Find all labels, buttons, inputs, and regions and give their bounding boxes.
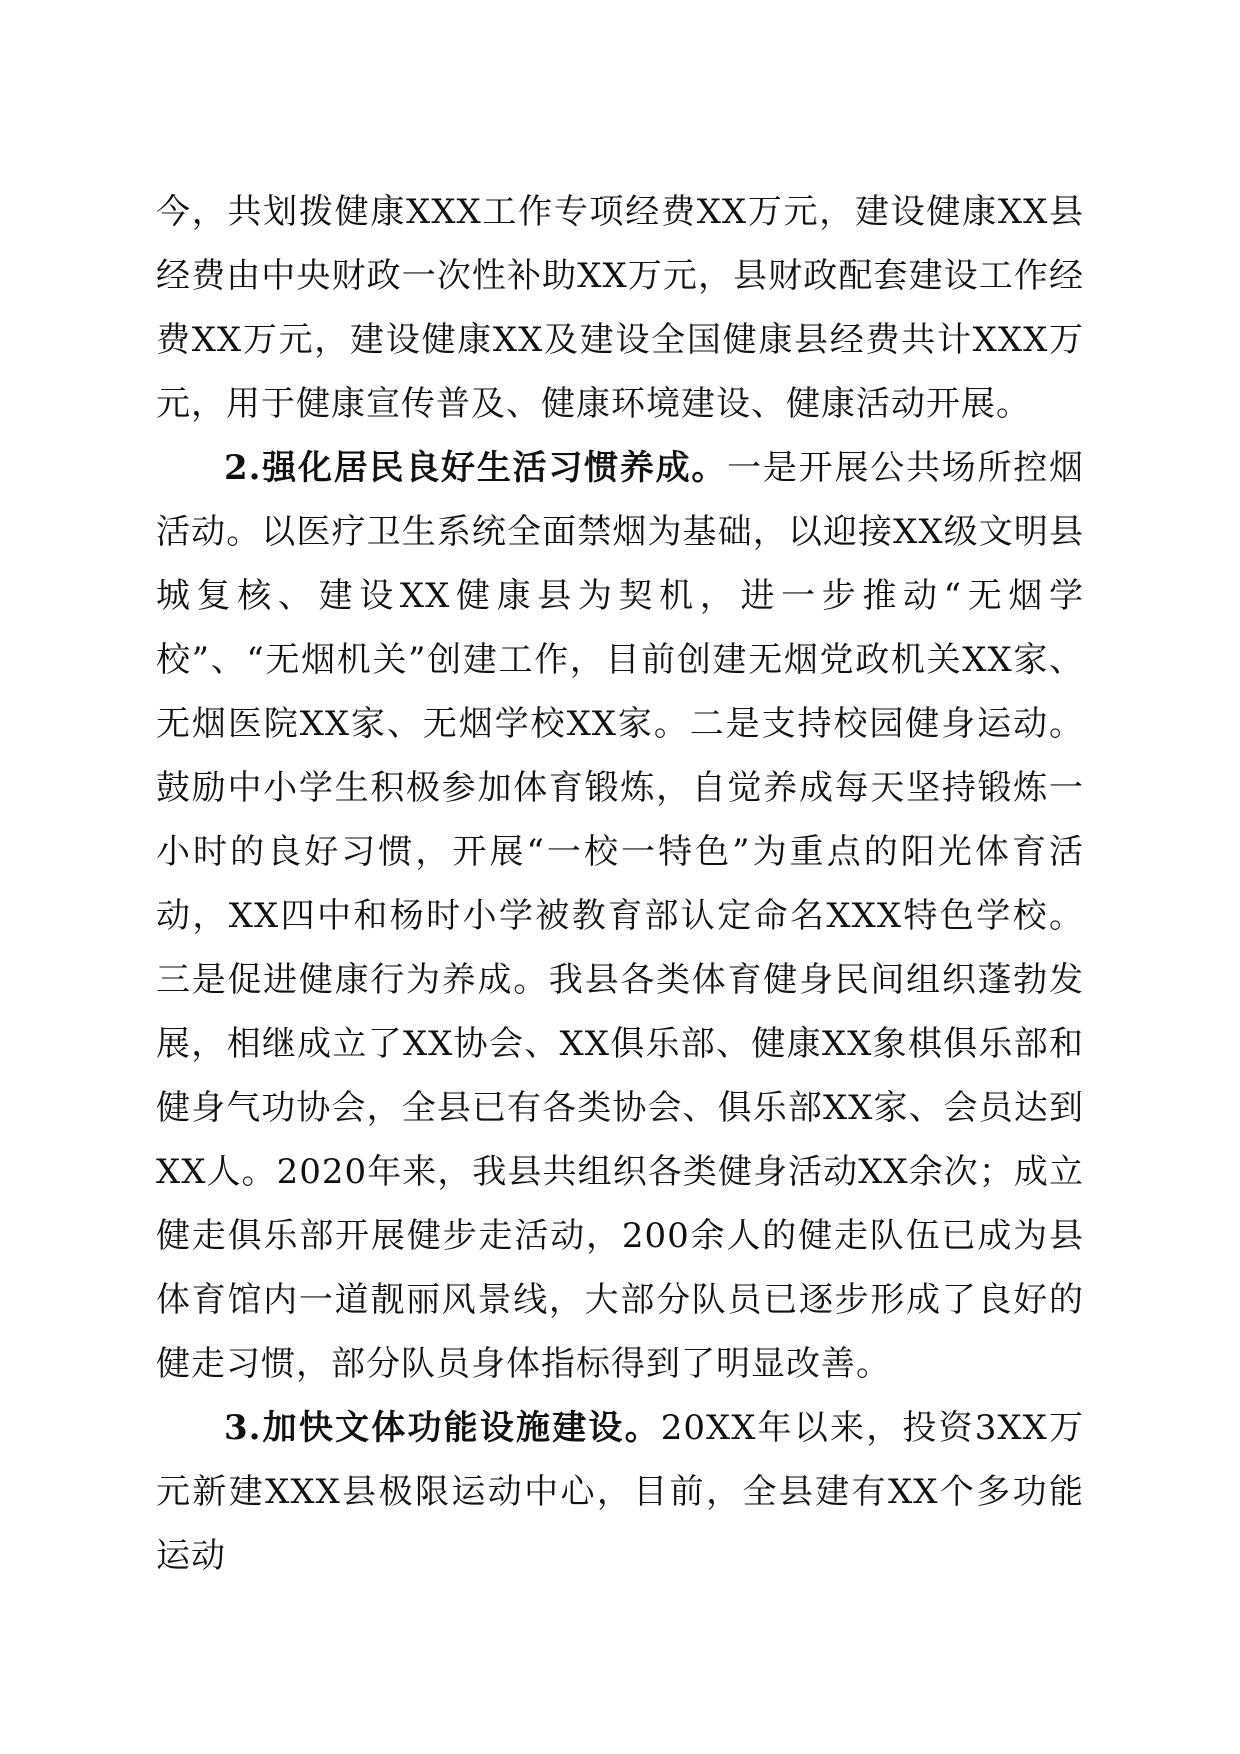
paragraph-text: 今，共划拨健康XXX工作专项经费XX万元，建设健康XX县经费由中央财政一次性补助XX万元，县财政配套建设工作经费XX万元，建设健康XX及建设全国健康县经费共计XXX万元，用于健康宣传普及、健康环境建设、健康活动开展。 [156,192,1084,424]
paragraph-text: 20XX年以来，投资3XX万元新建XXX县极限运动中心，目前，全县建有XX个多功能运动 [156,1408,1084,1576]
document-page [156,180,1084,1588]
paragraph-habits [156,436,1084,1396]
paragraph-facilities [156,1396,1084,1588]
paragraph-continued [156,180,1084,436]
paragraph-text: 一是开展公共场所控烟活动。以医疗卫生系统全面禁烟为基础，以迎接XX级文明县城复核、建设XX健康县为契机，进一步推动“无烟学校”、“无烟机关”创建工作，目前创建无烟党政机关XX家、无烟医院XX家、无烟学校XX家。二是支持校园健身运动。鼓励中小学生积极参加体育锻炼，自觉养成每天坚持锻炼一小时的良好习惯，开展“一校一特色”为重点的阳光体育活动，XX四中和杨时小学被教育部认定命名XXX特色学校。三是促进健康行为养成。我县各类体育健身民间组织蓬勃发展，相继成立了XX协会、XX俱乐部、健康XX象棋俱乐部和健身气功协会，全县已有各类协会、俱乐部XX家、会员达到XX人。2020年来，我县共组织各类健身活动XX余次；成立健走俱乐部开展健步走活动，200余人的健走队伍已成为县体育馆内一道靓丽风景线，大部分队员已逐步形成了良好的健走习惯，部分队员身体指标得到了明显改善。 [156,448,1085,1384]
paragraph-heading: 3.加快文体功能设施建设。 [224,1408,661,1448]
paragraph-heading: 2.强化居民良好生活习惯养成。 [224,448,728,488]
